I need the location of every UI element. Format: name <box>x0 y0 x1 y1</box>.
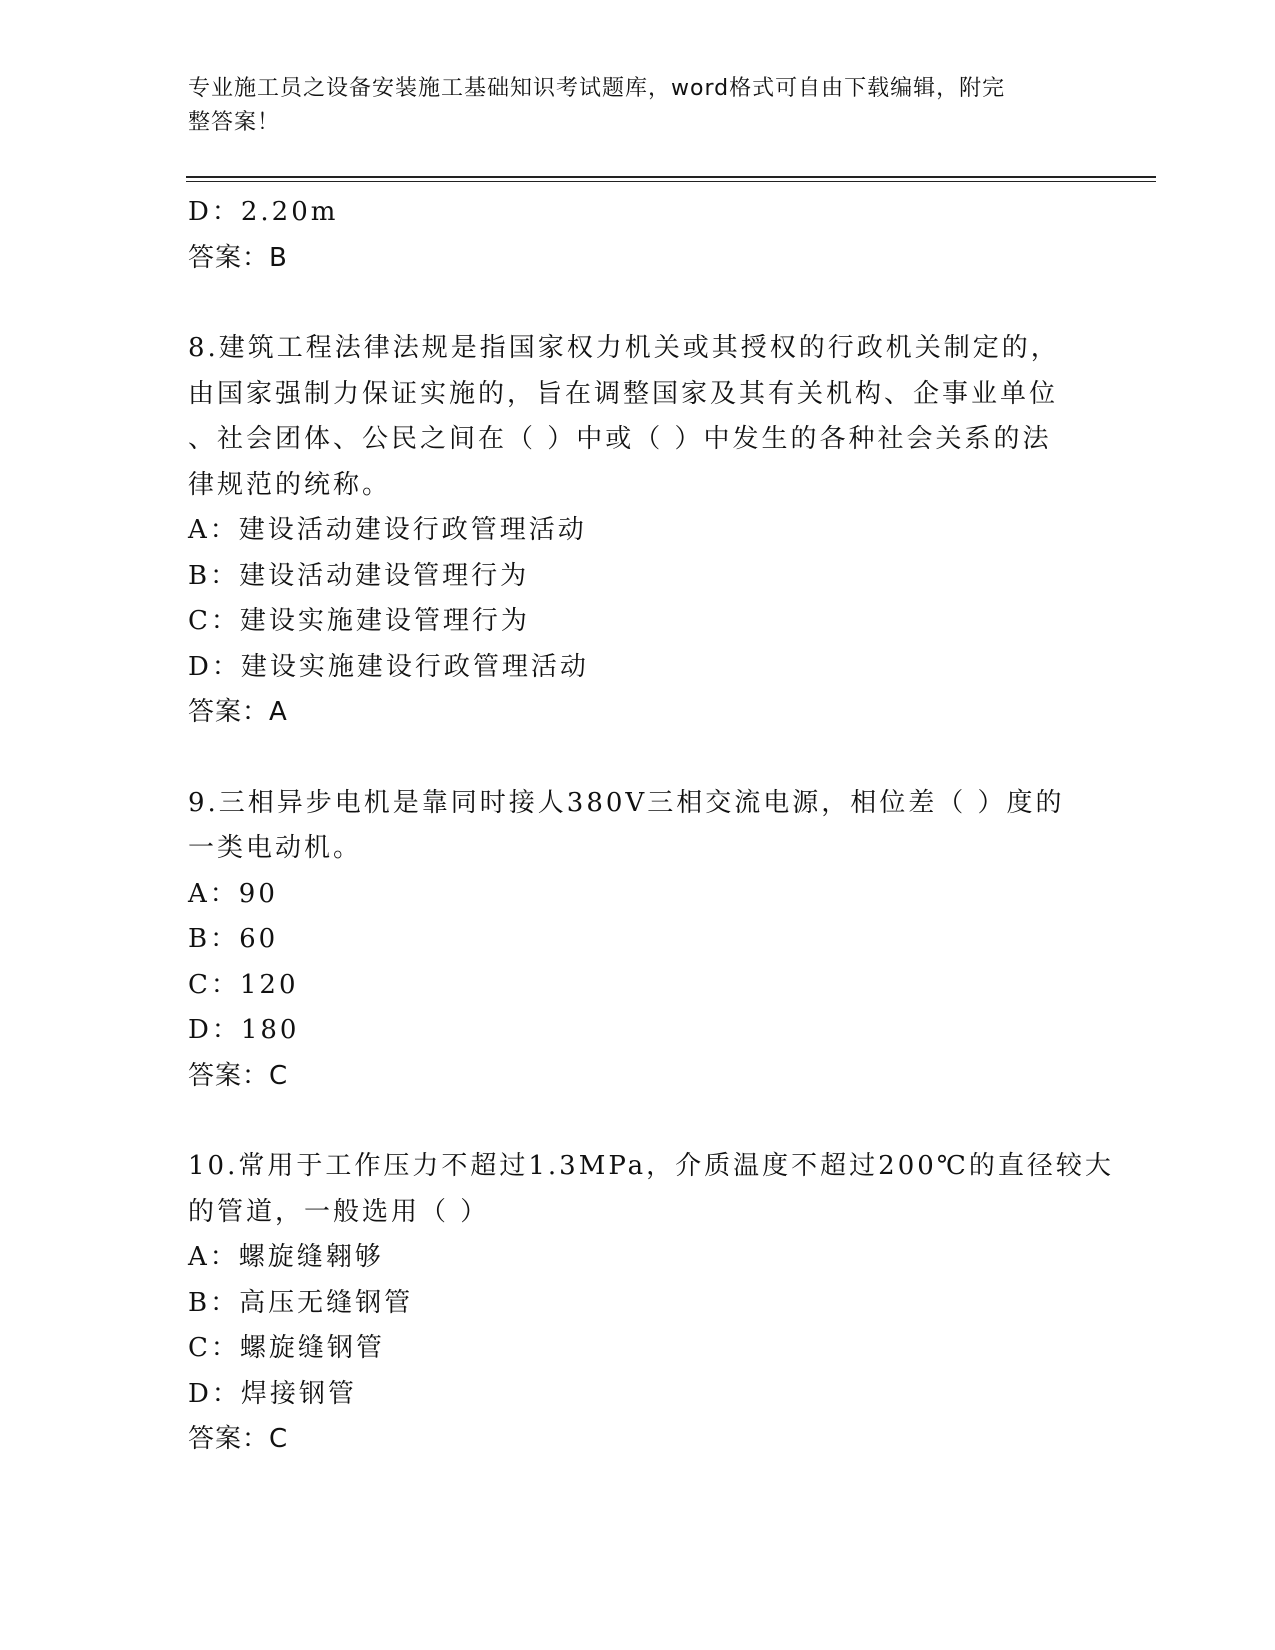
stem-line: 、社会团体、公民之间在（ ）中或（ ）中发生的各种社会关系的法 <box>188 424 1052 454</box>
answer-line: 答案：B <box>188 242 288 273</box>
header-title-line-1: 专业施工员之设备安装施工基础知识考试题库，word格式可自由下载编辑，附完 <box>188 76 1006 101</box>
option-c: C：建设实施建设管理行为 <box>188 606 530 636</box>
previous-question-tail <box>188 190 1088 281</box>
option-d: D：2.20m <box>188 197 339 227</box>
header-divider-thick <box>186 176 1156 178</box>
header-title-line-2: 整答案！ <box>188 110 281 135</box>
question-9 <box>188 781 1088 1100</box>
option-d: D：建设实施建设行政管理活动 <box>188 651 589 682</box>
option-a: A：90 <box>188 878 278 909</box>
stem-line: 律规范的统称。 <box>188 469 392 500</box>
spacer <box>188 281 1088 326</box>
header-divider-thin <box>186 181 1156 182</box>
question-list <box>188 190 1114 1463</box>
question-8 <box>188 326 1088 736</box>
spacer <box>188 736 1088 781</box>
document-header <box>188 72 1068 140</box>
question-stem <box>188 326 1088 508</box>
question-10 <box>188 1144 1114 1463</box>
option-d: D：焊接钢管 <box>188 1378 357 1409</box>
option-c: C：120 <box>188 969 299 1000</box>
option-b: B：60 <box>188 924 279 954</box>
stem-line: 10.常用于工作压力不超过1.3MPa，介质温度不超过200℃的直径较大 <box>188 1151 1114 1181</box>
option-a: A：螺旋缝翱够 <box>188 1242 384 1272</box>
stem-line: 8.建筑工程法律法规是指国家权力机关或其授权的行政机关制定的， <box>188 333 1060 363</box>
answer-line: 答案：C <box>188 1060 289 1091</box>
stem-line: 由国家强制力保证实施的，旨在调整国家及其有关机构、企事业单位 <box>188 378 1059 409</box>
stem-line: 一类电动机。 <box>188 833 363 863</box>
answer-line: 答案：A <box>188 697 288 727</box>
option-b: B：建设活动建设管理行为 <box>188 560 530 591</box>
spacer <box>188 1099 1088 1144</box>
stem-line: 的管道，一般选用（ ） <box>188 1196 490 1227</box>
answer-line: 答案：C <box>188 1424 289 1454</box>
stem-line: 9.三相异步电机是靠同时接人380V三相交流电源，相位差（ ）度的 <box>188 787 1065 818</box>
question-stem <box>188 781 1088 872</box>
option-c: C：螺旋缝钢管 <box>188 1333 385 1363</box>
option-b: B：高压无缝钢管 <box>188 1287 414 1318</box>
question-stem <box>188 1144 1114 1235</box>
option-d: D：180 <box>188 1015 300 1045</box>
option-a: A：建设活动建设行政管理活动 <box>188 515 587 545</box>
